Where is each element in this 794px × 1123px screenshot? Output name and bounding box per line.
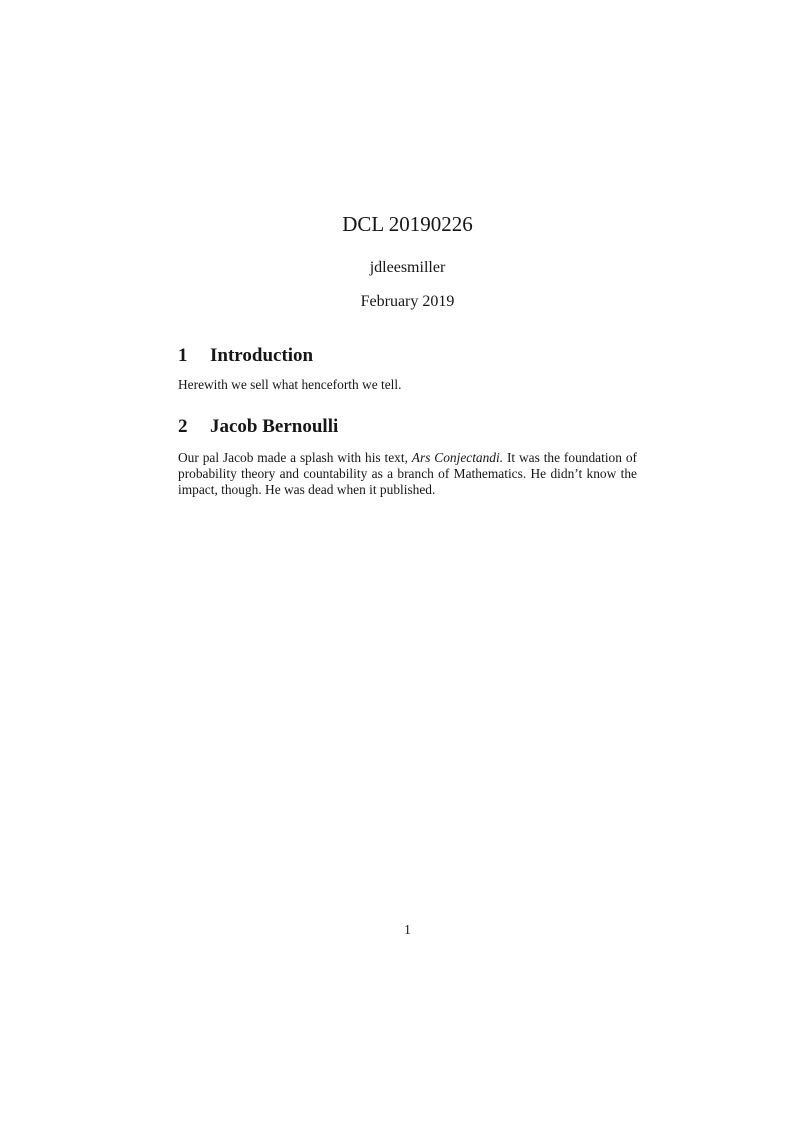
section-jacob-bernoulli [178,416,637,498]
page-number: 1 [404,922,411,937]
section-heading-jacob-bernoulli [178,416,637,439]
section-heading-introduction [178,345,637,368]
section-number: 2 [178,416,188,438]
book-title-italic: Ars Conjectandi. [411,450,504,466]
document-author: jdleesmiller [369,259,446,277]
section-introduction [178,345,637,394]
paragraph: Herewith we sell what henceforth we tell. [178,377,402,393]
document-title: DCL 20190226 [342,212,473,236]
document-date: February 2019 [360,293,455,311]
paragraph-text-before-italic: Our pal Jacob made a splash with his text, [178,450,412,466]
text-block [178,0,637,498]
paragraph [178,450,637,498]
section-title: Introduction [210,344,314,366]
paragraph-text-after-italic: It was the foundation of probability theory and countability as a branch of Mathematics. He didn’t know the impact, though. He was dead when it published. [178,450,637,498]
section-title: Jacob Bernoulli [210,416,339,438]
section-number: 1 [178,344,188,366]
